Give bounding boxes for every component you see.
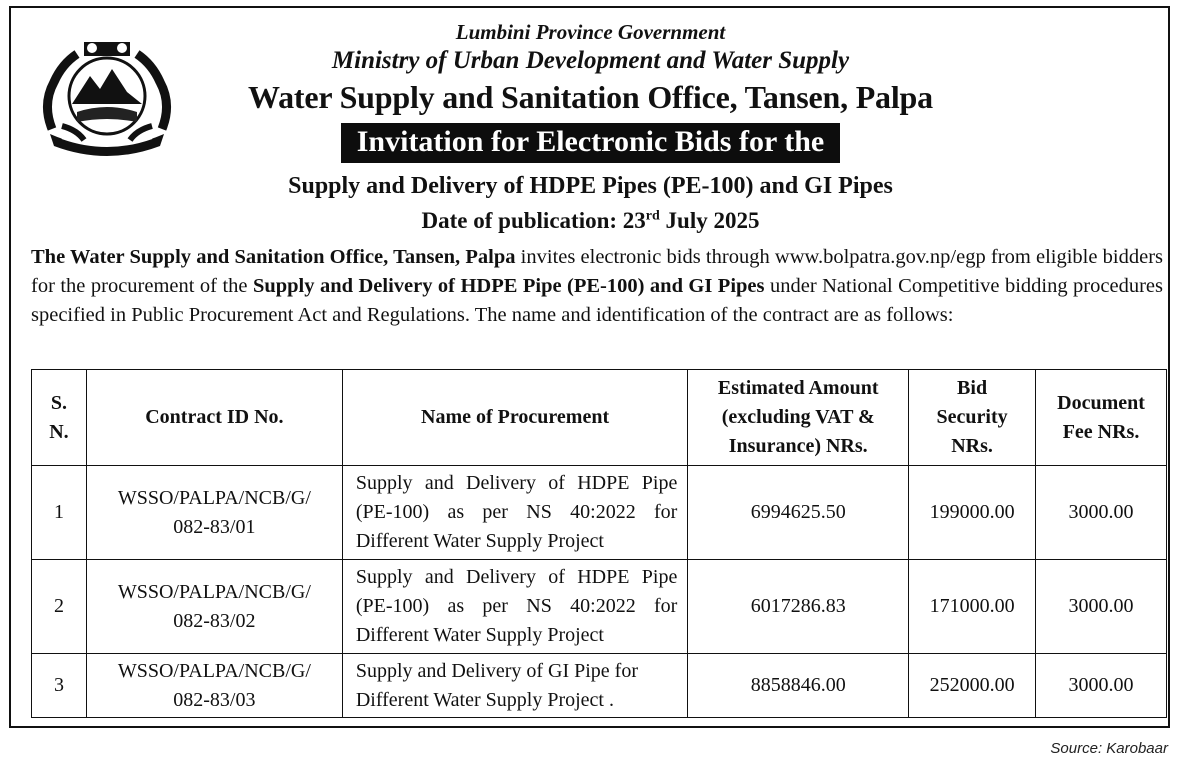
- cell-procurement-name: Supply and Delivery of GI Pipe for Different Water Supply Project .: [342, 654, 688, 718]
- office-name-bold: The Water Supply and Sanitation Office, Tansen, Palpa: [31, 246, 516, 268]
- table-row: [32, 654, 1167, 718]
- cell-contract-id: WSSO/PALPA/NCB/G/ 082-83/02: [86, 560, 342, 654]
- province-title: Lumbini Province Government: [455, 20, 726, 44]
- header-estimated-amount: Estimated Amount (excluding VAT & Insurance) NRs.: [688, 370, 909, 466]
- contracts-table: [31, 369, 1167, 718]
- paragraph-text-2: under National Competitive bidding procedures specified in Public Procurement Act and Regulations. The name and identification of the contract are as follows:: [31, 275, 1163, 326]
- cell-bid-security: 171000.00: [909, 560, 1036, 654]
- header-procurement-name: Name of Procurement: [342, 370, 688, 466]
- cell-document-fee: 3000.00: [1036, 560, 1167, 654]
- table-row: [32, 466, 1167, 560]
- header-bid-security: Bid Security NRs.: [909, 370, 1036, 466]
- cell-document-fee: 3000.00: [1036, 654, 1167, 718]
- date-label: Date of publication: 23: [421, 208, 646, 233]
- invitation-heading: Invitation for Electronic Bids for the: [341, 123, 841, 163]
- notice-paragraph: [31, 243, 1163, 330]
- date-tail: July 2025: [659, 208, 760, 233]
- table-header-row: [32, 370, 1167, 466]
- header-document-fee: Document Fee NRs.: [1036, 370, 1167, 466]
- procurement-subject: Supply and Delivery of HDPE Pipes (PE-100) and GI Pipes: [288, 173, 893, 199]
- cell-bid-security: 199000.00: [909, 466, 1036, 560]
- cell-estimated-amount: 6017286.83: [688, 560, 909, 654]
- procurement-name-bold: Supply and Delivery of HDPE Pipe (PE-100) and GI Pipes: [252, 275, 765, 297]
- date-suffix: rd: [645, 208, 660, 224]
- cell-sn: 3: [32, 654, 87, 718]
- cell-procurement-name: Supply and Delivery of HDPE Pipe (PE-100) as per NS 40:2022 for Different Water Supply Project: [342, 560, 688, 654]
- cell-estimated-amount: 6994625.50: [688, 466, 909, 560]
- ministry-title: Ministry of Urban Development and Water Supply: [331, 47, 850, 74]
- source-credit: Source: Karobaar: [1050, 740, 1168, 757]
- header-sn: S. N.: [32, 370, 87, 466]
- office-title: Water Supply and Sanitation Office, Tansen, Palpa: [248, 79, 933, 115]
- publication-date: [0, 208, 1181, 234]
- cell-procurement-name: Supply and Delivery of HDPE Pipe (PE-100) as per NS 40:2022 for Different Water Supply Project: [342, 466, 688, 560]
- cell-sn: 1: [32, 466, 87, 560]
- cell-document-fee: 3000.00: [1036, 466, 1167, 560]
- cell-contract-id: WSSO/PALPA/NCB/G/ 082-83/01: [86, 466, 342, 560]
- header-contract-id: Contract ID No.: [86, 370, 342, 466]
- cell-bid-security: 252000.00: [909, 654, 1036, 718]
- paragraph-text-1: invites electronic bids through www.bolpatra.gov.np/egp from eligible bidders for the procurement of the: [31, 246, 1163, 297]
- table-row: [32, 560, 1167, 654]
- invitation-banner: [0, 123, 1181, 163]
- cell-contract-id: WSSO/PALPA/NCB/G/ 082-83/03: [86, 654, 342, 718]
- cell-estimated-amount: 8858846.00: [688, 654, 909, 718]
- cell-sn: 2: [32, 560, 87, 654]
